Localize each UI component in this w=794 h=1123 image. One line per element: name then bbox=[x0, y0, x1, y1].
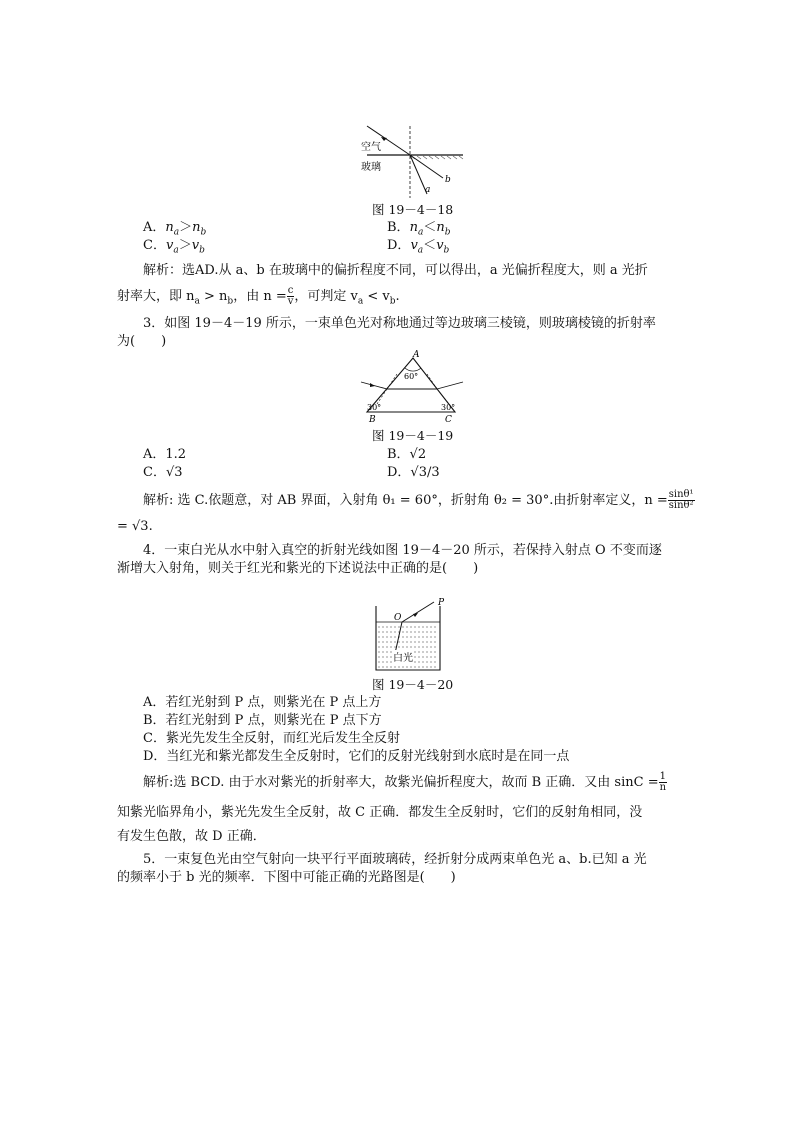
fig19-vertex-b: B bbox=[369, 415, 376, 425]
q2-option-c[interactable]: C．$v_a>v_b$ bbox=[143, 238, 205, 256]
q5-stem-line2: 的频率小于 b 光的频率．下图中可能正确的光路图是( ) bbox=[117, 870, 456, 885]
q4-option-a[interactable]: A．若红光射到 P 点，则紫光在 P 点上方 bbox=[143, 695, 382, 710]
q2-option-a[interactable]: A．$n_a>n_b$ bbox=[143, 220, 207, 238]
fig20-white-light: 白光 bbox=[393, 653, 413, 664]
q2-option-b[interactable]: B．$n_a<n_b$ bbox=[387, 220, 451, 238]
q3-stem-line1: 3．如图 19－4－19 所示，一束单色光对称地通过等边玻璃三棱镜，则玻璃棱镜的折射率 bbox=[143, 316, 656, 331]
q4-option-c[interactable]: C．紫光先发生全反射，而红光后发生全反射 bbox=[143, 731, 400, 746]
q3-option-b[interactable]: B．√2 bbox=[387, 447, 427, 462]
q3-fraction: $\frac{\text{sinθ¹}}{\text{sinθ²}}$ bbox=[668, 489, 694, 511]
q2-option-d[interactable]: D．$v_a<v_b$ bbox=[387, 238, 450, 256]
q3-option-d[interactable]: D．√3/3 bbox=[387, 465, 440, 480]
q3-option-c[interactable]: C．√3 bbox=[143, 465, 183, 480]
fig20-point-p: P bbox=[438, 598, 445, 608]
q4-stem-line2: 渐增大入射角，则关于红光和紫光的下述说法中正确的是( ) bbox=[117, 561, 479, 576]
fig19-angle-60: 60° bbox=[404, 372, 419, 381]
figure-caption-19-4-18: 图 19－4－18 bbox=[372, 202, 454, 217]
fig18-label-a: a bbox=[425, 185, 431, 195]
q2-analysis-line1: 解析：选AD.从 a、b 在玻璃中的偏折程度不同，可以得出，a 光偏折程度大，则 a 光折 bbox=[143, 263, 648, 278]
q3-analysis-line2: = √3. bbox=[117, 519, 153, 534]
figure-caption-19-4-20: 图 19－4－20 bbox=[372, 677, 454, 692]
fig18-label-b: b bbox=[445, 175, 451, 185]
fig19-angle-30-left: 30° bbox=[367, 403, 382, 412]
figure-19-4-19 bbox=[357, 350, 469, 426]
figure-19-4-18 bbox=[355, 118, 465, 200]
q4-option-d[interactable]: D．当红光和紫光都发生全反射时，它们的反射光线射到水底时是在同一点 bbox=[143, 749, 570, 764]
q2-analysis-line2: 射率大，即 $n_a > n_b$，由 n = $\frac{c}{v}$ ，可判定 $v_a < v_b$. bbox=[117, 285, 400, 307]
q4-option-b[interactable]: B．若红光射到 P 点，则紫光在 P 点下方 bbox=[143, 713, 382, 728]
fig18-label-glass: 玻璃 bbox=[361, 162, 381, 173]
q2-fraction: $\frac{c}{v}$ bbox=[287, 285, 294, 307]
fig20-point-o: O bbox=[394, 613, 402, 623]
figure-caption-19-4-19: 图 19－4－19 bbox=[372, 428, 454, 443]
q4-analysis-line2: 知紫光临界角小，紫光先发生全反射，故 C 正确．都发生全反射时，它们的反射角相同，没 bbox=[117, 805, 643, 820]
q3-option-a[interactable]: A．1.2 bbox=[143, 447, 187, 462]
fig19-vertex-a: A bbox=[413, 350, 420, 360]
q3-analysis-line1: 解析: 选 C.依题意，对 AB 界面，入射角 θ₁ = 60°，折射角 θ₂ = 30°.由折射率定义，n = $\frac{\text{sinθ¹}}{\text{sinθ²}}$ bbox=[143, 489, 694, 511]
q5-stem-line1: 5．一束复色光由空气射向一块平行平面玻璃砖，经折射分成两束单色光 a、b.已知 a 光 bbox=[143, 852, 647, 867]
fig18-label-air: 空气 bbox=[361, 142, 381, 153]
q4-fraction: $\frac{1}{n}$ bbox=[659, 771, 667, 793]
figure-19-4-20 bbox=[372, 594, 454, 674]
fig19-angle-30-right: 30° bbox=[441, 403, 456, 412]
q3-stem-line2: 为( ) bbox=[117, 334, 167, 349]
fig19-vertex-c: C bbox=[445, 415, 452, 425]
q4-analysis-line3: 有发生色散，故 D 正确． bbox=[117, 829, 266, 844]
q4-analysis-line1: 解析:选 BCD. 由于水对紫光的折射率大，故紫光偏折程度大，故而 B 正确．又由 sinC = $\frac{1}{n}$ bbox=[143, 771, 667, 793]
q4-stem-line1: 4．一束白光从水中射入真空的折射光线如图 19－4－20 所示，若保持入射点 O 不变而逐 bbox=[143, 543, 662, 558]
